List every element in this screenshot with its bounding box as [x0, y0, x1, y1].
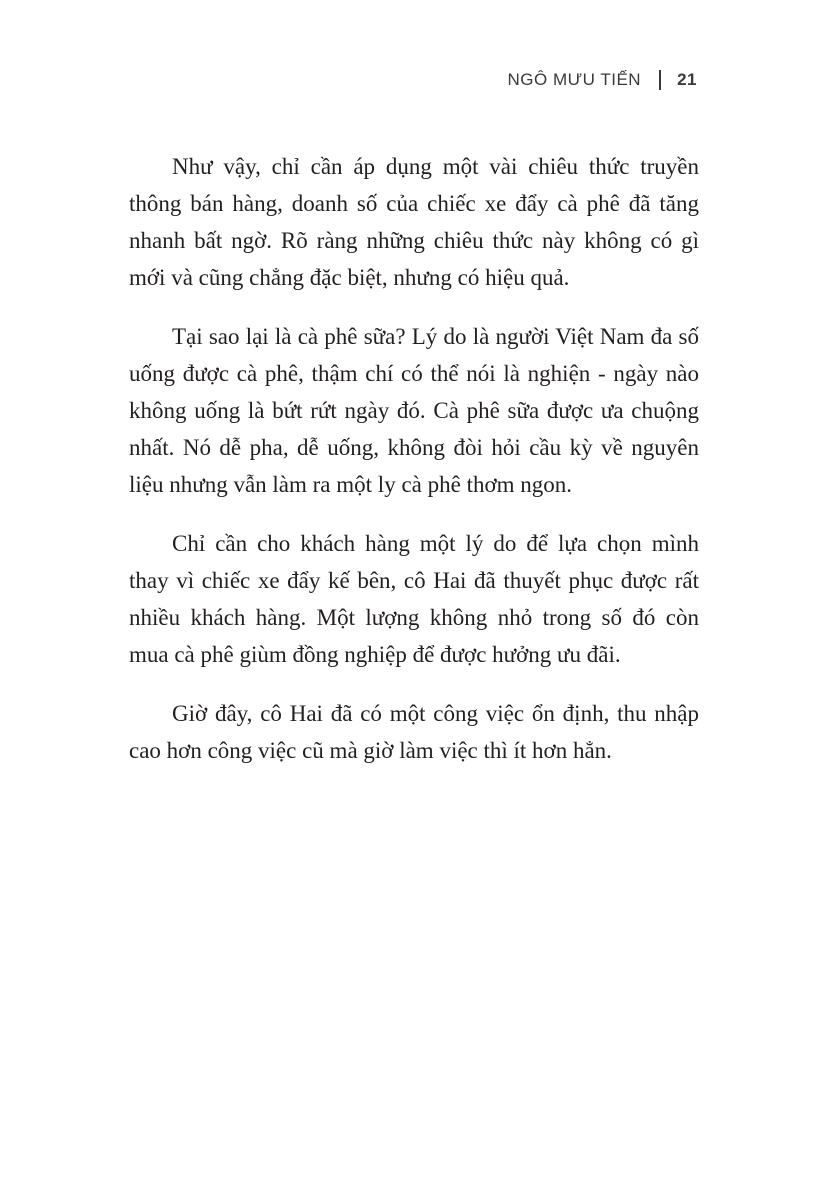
text-line: Chỉ cần cho khách hàng một lý do để lựa chọn mình: [172, 531, 699, 556]
paragraph-2: [129, 318, 699, 503]
header-separator: [659, 70, 661, 90]
text-line: nhiều khách hàng. Một lượng không nhỏ trong số đó còn: [129, 605, 699, 630]
text-line: Như vậy, chỉ cần áp dụng một vài chiêu thức truyền: [172, 154, 699, 179]
body-text: [129, 148, 699, 791]
running-header: [508, 70, 697, 90]
text-line: uống được cà phê, thậm chí có thể nói là nghiện - ngày nào: [129, 361, 699, 386]
text-line: nhất. Nó dễ pha, dễ uống, không đòi hỏi cầu kỳ về nguyên: [129, 435, 699, 460]
paragraph-1: [129, 148, 699, 296]
paragraph-3: [129, 525, 699, 673]
text-line: cao hơn công việc cũ mà giờ làm việc thì ít hơn hẳn.: [129, 738, 612, 763]
text-line: Tại sao lại là cà phê sữa? Lý do là người Việt Nam đa số: [172, 324, 699, 349]
text-line: thay vì chiếc xe đẩy kế bên, cô Hai đã thuyết phục được rất: [129, 568, 699, 593]
text-line: liệu nhưng vẫn làm ra một ly cà phê thơm ngon.: [129, 472, 573, 497]
page-number: 21: [677, 70, 697, 89]
text-line: không uống là bứt rứt ngày đó. Cà phê sữa được ưa chuộng: [129, 398, 699, 423]
text-line: thông bán hàng, doanh số của chiếc xe đẩy cà phê đã tăng: [129, 191, 699, 216]
author-name: NGÔ MƯU TIẾN: [507, 70, 642, 89]
text-line: Giờ đây, cô Hai đã có một công việc ổn định, thu nhập: [172, 701, 699, 726]
text-line: nhanh bất ngờ. Rõ ràng những chiêu thức này không có gì: [129, 228, 699, 253]
text-line: mới và cũng chẳng đặc biệt, nhưng có hiệu quả.: [129, 265, 570, 290]
paragraph-4: [129, 695, 699, 769]
text-line: mua cà phê giùm đồng nghiệp để được hưởng ưu đãi.: [129, 642, 621, 667]
